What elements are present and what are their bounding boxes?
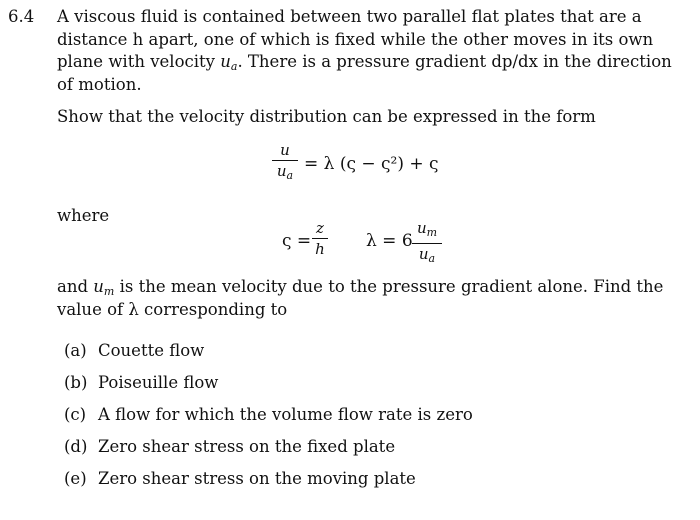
list-item	[64, 340, 204, 362]
item-text: A flow for which the volume flow rate is zero	[98, 405, 473, 424]
lambda-fraction	[412, 220, 442, 267]
mean-velocity-text	[57, 276, 677, 321]
velocity-ratio-fraction	[272, 142, 298, 184]
lambda-definition-lhs: λ = 6	[366, 231, 413, 251]
and-line-1: and $u_m$ is the mean velocity due to the pressure gradient alone. Find the	[57, 277, 664, 298]
list-item	[64, 436, 395, 458]
zeta-fraction-bar	[312, 238, 328, 239]
show-that-line: Show that the velocity distribution can be expressed in the form	[57, 107, 596, 126]
zeta-definition-lhs: ς =	[282, 231, 312, 251]
item-label: (a)	[64, 341, 87, 360]
item-text: Couette flow	[98, 341, 205, 360]
item-label: (d)	[64, 437, 88, 456]
problem-number: 6.4	[8, 7, 35, 26]
statement-line-1: A viscous fluid is contained between two parallel flat plates that are a	[57, 7, 642, 26]
item-label: (b)	[64, 373, 88, 392]
lambda-denominator: $u_a$	[418, 245, 436, 265]
zeta-denominator: h	[315, 240, 325, 258]
statement-line-4: of motion.	[57, 74, 142, 94]
item-text: Zero shear stress on the fixed plate	[98, 437, 396, 456]
where-label: where	[57, 206, 110, 225]
lambda-fraction-bar	[412, 243, 442, 244]
list-item	[64, 372, 218, 394]
fraction-denominator: $u_a$	[276, 162, 294, 182]
item-text: Zero shear stress on the moving plate	[98, 469, 416, 488]
problem-statement	[57, 6, 677, 96]
item-text: Poiseuille flow	[98, 373, 219, 392]
list-item	[64, 468, 416, 490]
statement-line-3: plane with velocity $u_a$. There is a pressure gradient dp/dx in the direction	[57, 52, 672, 74]
fraction-numerator: u	[280, 141, 290, 159]
velocity-distribution-rhs: = λ (ς − ς²) + ς	[304, 154, 439, 174]
item-label: (e)	[64, 469, 87, 488]
zeta-fraction	[312, 220, 328, 257]
and-line-2: value of λ corresponding to	[57, 299, 288, 319]
lambda-numerator: $u_m$	[416, 219, 438, 239]
item-label: (c)	[64, 405, 87, 424]
fraction-bar	[272, 160, 298, 161]
list-item	[64, 404, 473, 426]
zeta-numerator: z	[316, 219, 324, 237]
statement-line-2: distance h apart, one of which is fixed while the other moves in its own	[57, 29, 654, 49]
